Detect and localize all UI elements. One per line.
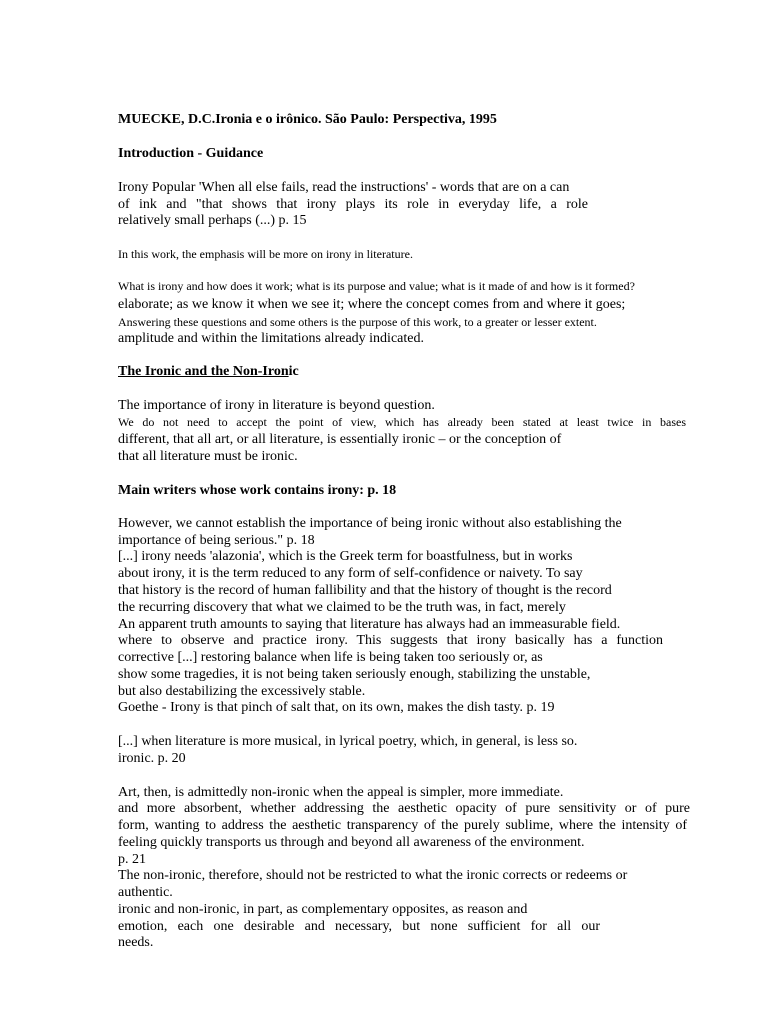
- citation: MUECKE, D.C.Ironia e o irônico. São Paulo: Perspectiva, 1995: [118, 112, 497, 127]
- paragraph-line: importance of being serious." p. 18: [118, 533, 315, 548]
- page-reference: p. 21: [118, 852, 146, 867]
- paragraph-line: that history is the record of human fallibility and that the history of thought is the record: [118, 583, 612, 598]
- paragraph-line: authentic.: [118, 885, 173, 900]
- paragraph-line: [...] irony needs 'alazonia', which is the Greek term for boastfulness, but in works: [118, 549, 573, 564]
- section-heading-underlined: The Ironic and the Non-Iron: [118, 364, 289, 379]
- paragraph-line: but also destabilizing the excessively stable.: [118, 684, 366, 699]
- paragraph-line: What is irony and how does it work; what is its purpose and value; what is it made of and how is it formed?: [118, 279, 635, 293]
- paragraph-line: corrective [...] restoring balance when life is being taken too seriously or, as: [118, 650, 543, 665]
- paragraph-line: relatively small perhaps (...) p. 15: [118, 213, 307, 228]
- paragraph-line: and more absorbent, whether addressing the aesthetic opacity of pure sensitivity or of pure: [118, 801, 690, 816]
- paragraph-line: the recurring discovery that what we claimed to be the truth was, in fact, merely: [118, 600, 566, 615]
- paragraph-line: that all literature must be ironic.: [118, 449, 298, 464]
- paragraph-line: different, that all art, or all literature, is essentially ironic – or the conception of: [118, 432, 562, 447]
- section-heading-ironic-non-ironic: [118, 363, 299, 380]
- paragraph-line: form, wanting to address the aesthetic transparency of the purely sublime, where the intensity of: [118, 818, 687, 833]
- paragraph-line: The non-ironic, therefore, should not be restricted to what the ironic corrects or redeems or: [118, 868, 628, 883]
- section-heading-main-writers: Main writers whose work contains irony: p. 18: [118, 483, 397, 498]
- paragraph-line: [...] when literature is more musical, in lyrical poetry, which, in general, is less so.: [118, 734, 578, 749]
- section-heading-rest: ic: [288, 364, 299, 379]
- paragraph-line: elaborate; as we know it when we see it; where the concept comes from and where it goes;: [118, 297, 626, 312]
- paragraph-line: emotion, each one desirable and necessary, but none sufficient for all our: [118, 919, 600, 934]
- paragraph-line: In this work, the emphasis will be more on irony in literature.: [118, 247, 413, 261]
- paragraph-line: Art, then, is admittedly non-ironic when the appeal is simpler, more immediate.: [118, 785, 564, 800]
- paragraph-line: An apparent truth amounts to saying that literature has always had an immeasurable field.: [118, 617, 621, 632]
- paragraph-line: ironic. p. 20: [118, 751, 186, 766]
- paragraph-line: Irony Popular 'When all else fails, read the instructions' - words that are on a can: [118, 180, 570, 195]
- paragraph-line: about irony, it is the term reduced to any form of self-confidence or naivety. To say: [118, 566, 583, 581]
- paragraph-line: needs.: [118, 935, 154, 950]
- paragraph-line: The importance of irony in literature is beyond question.: [118, 398, 435, 413]
- paragraph-line: Goethe - Irony is that pinch of salt that, on its own, makes the dish tasty. p. 19: [118, 700, 555, 715]
- paragraph-line: where to observe and practice irony. This suggests that irony basically has a function: [118, 633, 663, 648]
- paragraph-line: feeling quickly transports us through and beyond all awareness of the environment.: [118, 835, 585, 850]
- paragraph-line: However, we cannot establish the importance of being ironic without also establishing the: [118, 516, 622, 531]
- paragraph-line: of ink and "that shows that irony plays its role in everyday life, a role: [118, 197, 588, 212]
- section-heading-introduction: Introduction - Guidance: [118, 146, 264, 161]
- paragraph-line: Answering these questions and some others is the purpose of this work, to a greater or lesser extent.: [118, 315, 597, 329]
- paragraph-line: amplitude and within the limitations already indicated.: [118, 331, 424, 346]
- paragraph-line: We do not need to accept the point of view, which has already been stated at least twice in bases: [118, 415, 686, 429]
- paragraph-line: ironic and non-ironic, in part, as complementary opposites, as reason and: [118, 902, 528, 917]
- paragraph-line: show some tragedies, it is not being taken seriously enough, stabilizing the unstable,: [118, 667, 591, 682]
